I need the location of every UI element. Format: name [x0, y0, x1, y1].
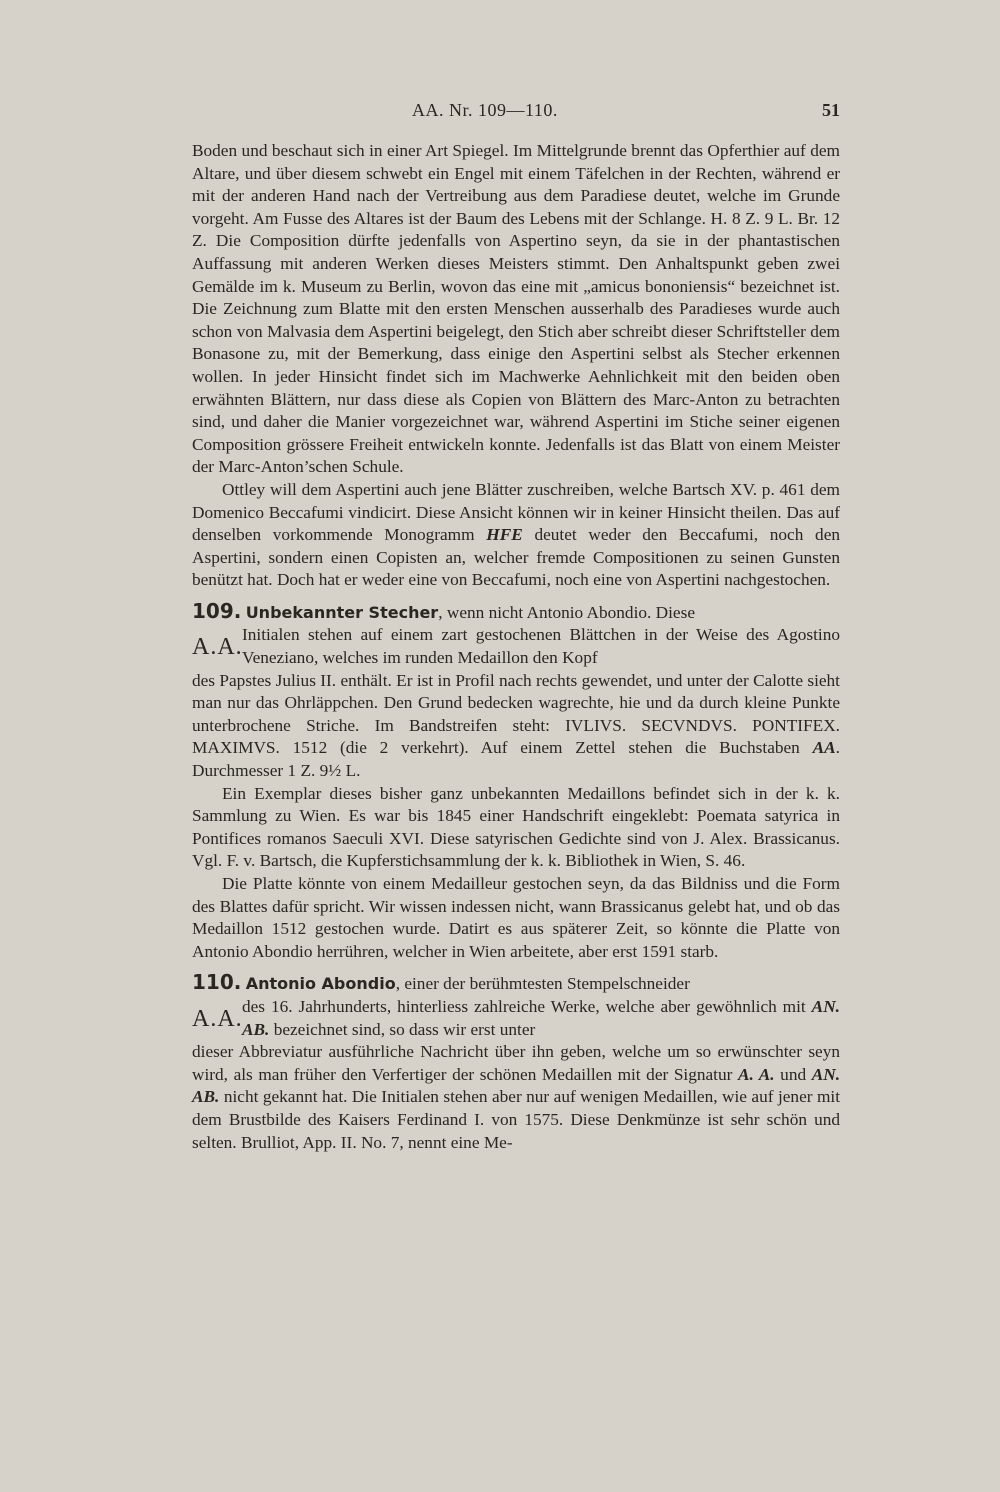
entry-110-body-1: dieser Abbreviatur ausführliche Nachricht über ihn geben, welche um so erwünschter seyn wird, als man früher den Verfertiger der schönen Medaillen mit der Signatur — [192, 1042, 840, 1084]
entry-110-body — [192, 1041, 840, 1154]
monogram-hfe: HFE — [486, 525, 523, 545]
monogram-an-ab-2: AN. AB. — [192, 1064, 841, 1107]
ottley-text-1: Ottley will dem Aspertini auch jene Blätter zuschreiben, welche Bartsch XV. p. 461 dem Domenico Beccafumi vindicirt. Diese Ansicht können wir in keiner Hinsicht theilen. Das auf denselben vorkommende Monogramm — [192, 479, 840, 545]
entry-110-first-1: des 16. Jahrhunderts, hinterliess zahlreiche Werke, welche aber gewöhnlich mit — [242, 996, 812, 1016]
entry-110-title: Antonio Abondio — [245, 974, 396, 994]
entry-110 — [192, 971, 840, 1154]
monogram-a-a: A. A. — [737, 1064, 775, 1084]
entry-110-heading — [192, 971, 840, 996]
entry-109-paragraph: Die Platte könnte von einem Medailleur gestochen seyn, da das Bildniss und die Form des Blattes dafür spricht. Wir wissen indessen nicht, wann Brassicanus gelebt hat, und ob das Medaillon 1512 gestochen wurde. Datirt es aus späterer Zeit, so könnte die Platte von Antonio Abondio herrühren, welcher in Wien arbeitete, aber erst 1591 starb. — [192, 874, 840, 961]
entry-109 — [192, 600, 840, 964]
text-column — [192, 100, 840, 1154]
intro-paragraph: Boden und beschaut sich in einer Art Spiegel. Im Mittelgrunde brennt das Opferthier auf dem Altare, und über diesem schwebt ein Engel mit einem Täfelchen in der Rechten, während er mit der anderen Hand nach der Vertreibung aus dem Paradiese deutet, welche im Grunde vorgeht. Am Fusse des Altares ist der Baum des Lebens mit der Schlange. H. 8 Z. 9 L. Br. 12 Z. Die Composition dürfte jedenfalls von Aspertino seyn, da sie in der phantastischen Auffassung mit anderen Werken dieses Meisters stimmt. Den Anhaltspunkt geben zwei Gemälde im k. Museum zu Berlin, wovon das eine mit „amicus bononiensis“ bezeichnet ist. Die Zeichnung zum Blatte mit den ersten Menschen ausserhalb des Paradieses wurde auch schon von Malvasia dem Aspertini beigelegt, den Stich aber schreibt dieser Schriftsteller dem Bonasone zu, mit der Bemerkung, dass einige den Aspertini selbst als Stecher erkennen wollen. In jeder Hinsicht findet sich im Machwerke Aehnlichkeit mit den beiden oben erwähnten Blättern, nur dass diese als Copien von Blättern des Marc-Anton zu betrachten sind, und daher die Manier vorgezeichnet war, während Aspertini im Stiche seiner eigenen Composition grössere Freiheit entwickeln konnte. Jedenfalls ist das Blatt von einem Meister der Marc-Anton’schen Schule. — [192, 141, 840, 477]
entry-110-body-mid: und — [774, 1064, 812, 1084]
entry-110-heading-rest: , einer der berühmtesten Stempelschneider — [395, 974, 690, 994]
entry-110-body-2: nicht gekannt hat. Die Initialen stehen aber nur auf wenigen Medaillen, wie auf jener mit dem Brustbilde des Kaisers Ferdinand I. von 1575. Diese Denkmünze ist sehr schön und selten. Brulliot, App. II. No. 7, nennt eine Me- — [192, 1087, 840, 1152]
entry-109-body-1: des Papstes Julius II. enthält. Er ist in Profil nach rechts gewendet, und unter der Calotte sieht man nur das Ohrläppchen. Den Grund bedecken wagrechte, hie und da durch kleine Punkte unterbrochene Striche. Im Bandstreifen steht: IVLIVS. SECVNDVS. PONTIFEX. MAXIMVS. 1512 (die 2 verkehrt). Auf einem Zettel stehen die Buchstaben — [192, 670, 840, 758]
entry-109-heading — [192, 600, 840, 625]
entry-109-number: 109. — [192, 598, 242, 623]
entry-109-heading-rest: , wenn nicht Antonio Abondio. Diese — [438, 602, 695, 622]
entry-109-initials-text: A.A. — [192, 634, 243, 661]
running-title: AA. Nr. 109—110. — [412, 100, 558, 120]
ottley-paragraph — [192, 479, 840, 592]
entry-109-body-2: . Durchmesser 1 Z. 9½ L. — [192, 738, 840, 781]
ottley-text-2: deutet weder den Beccafumi, noch den Aspertini, sondern einen Copisten an, welcher fremde Compositionen zu seinen Gunsten benützt hat. Doch hat er weder eine von Beccafumi, noch eine von Aspertini nachgestochen. — [192, 525, 841, 590]
entry-110-number: 110. — [192, 970, 242, 995]
monogram-aa: AA — [812, 738, 836, 758]
entry-110-first-lines — [192, 996, 840, 1041]
entry-109-title: Unbekannter Stecher — [245, 602, 439, 622]
entry-109-body — [192, 670, 840, 783]
entry-110-initials-text: A.A. — [192, 1005, 243, 1032]
entry-109-initials — [192, 627, 242, 667]
entry-110-first-2: bezeichnet sind, so dass wir erst unter — [269, 1019, 536, 1039]
running-header — [192, 100, 840, 140]
monogram-an-ab: AN. AB. — [242, 996, 840, 1039]
entry-109-first-lines: Initialen stehen auf einem zart gestochenen Blättchen in der Weise des Agostino Veneziano, welches im runden Medaillon den Kopf — [242, 625, 840, 668]
entry-109-paragraph: Ein Exemplar dieses bisher ganz unbekannten Medaillons befindet sich in der k. k. Sammlung zu Wien. Es war bis 1845 einer Handschrift eingeklebt: Poemata satyrica in Pontifices romanos Saeculi XVI. Diese satyrischen Gedichte sind von J. Alex. Brassicanus. Vgl. F. v. Bartsch, die Kupferstichsammlung der k. k. Bibliothek in Wien, S. 46. — [192, 783, 840, 871]
page-number: 51 — [822, 100, 840, 120]
entry-110-initials — [192, 999, 242, 1039]
